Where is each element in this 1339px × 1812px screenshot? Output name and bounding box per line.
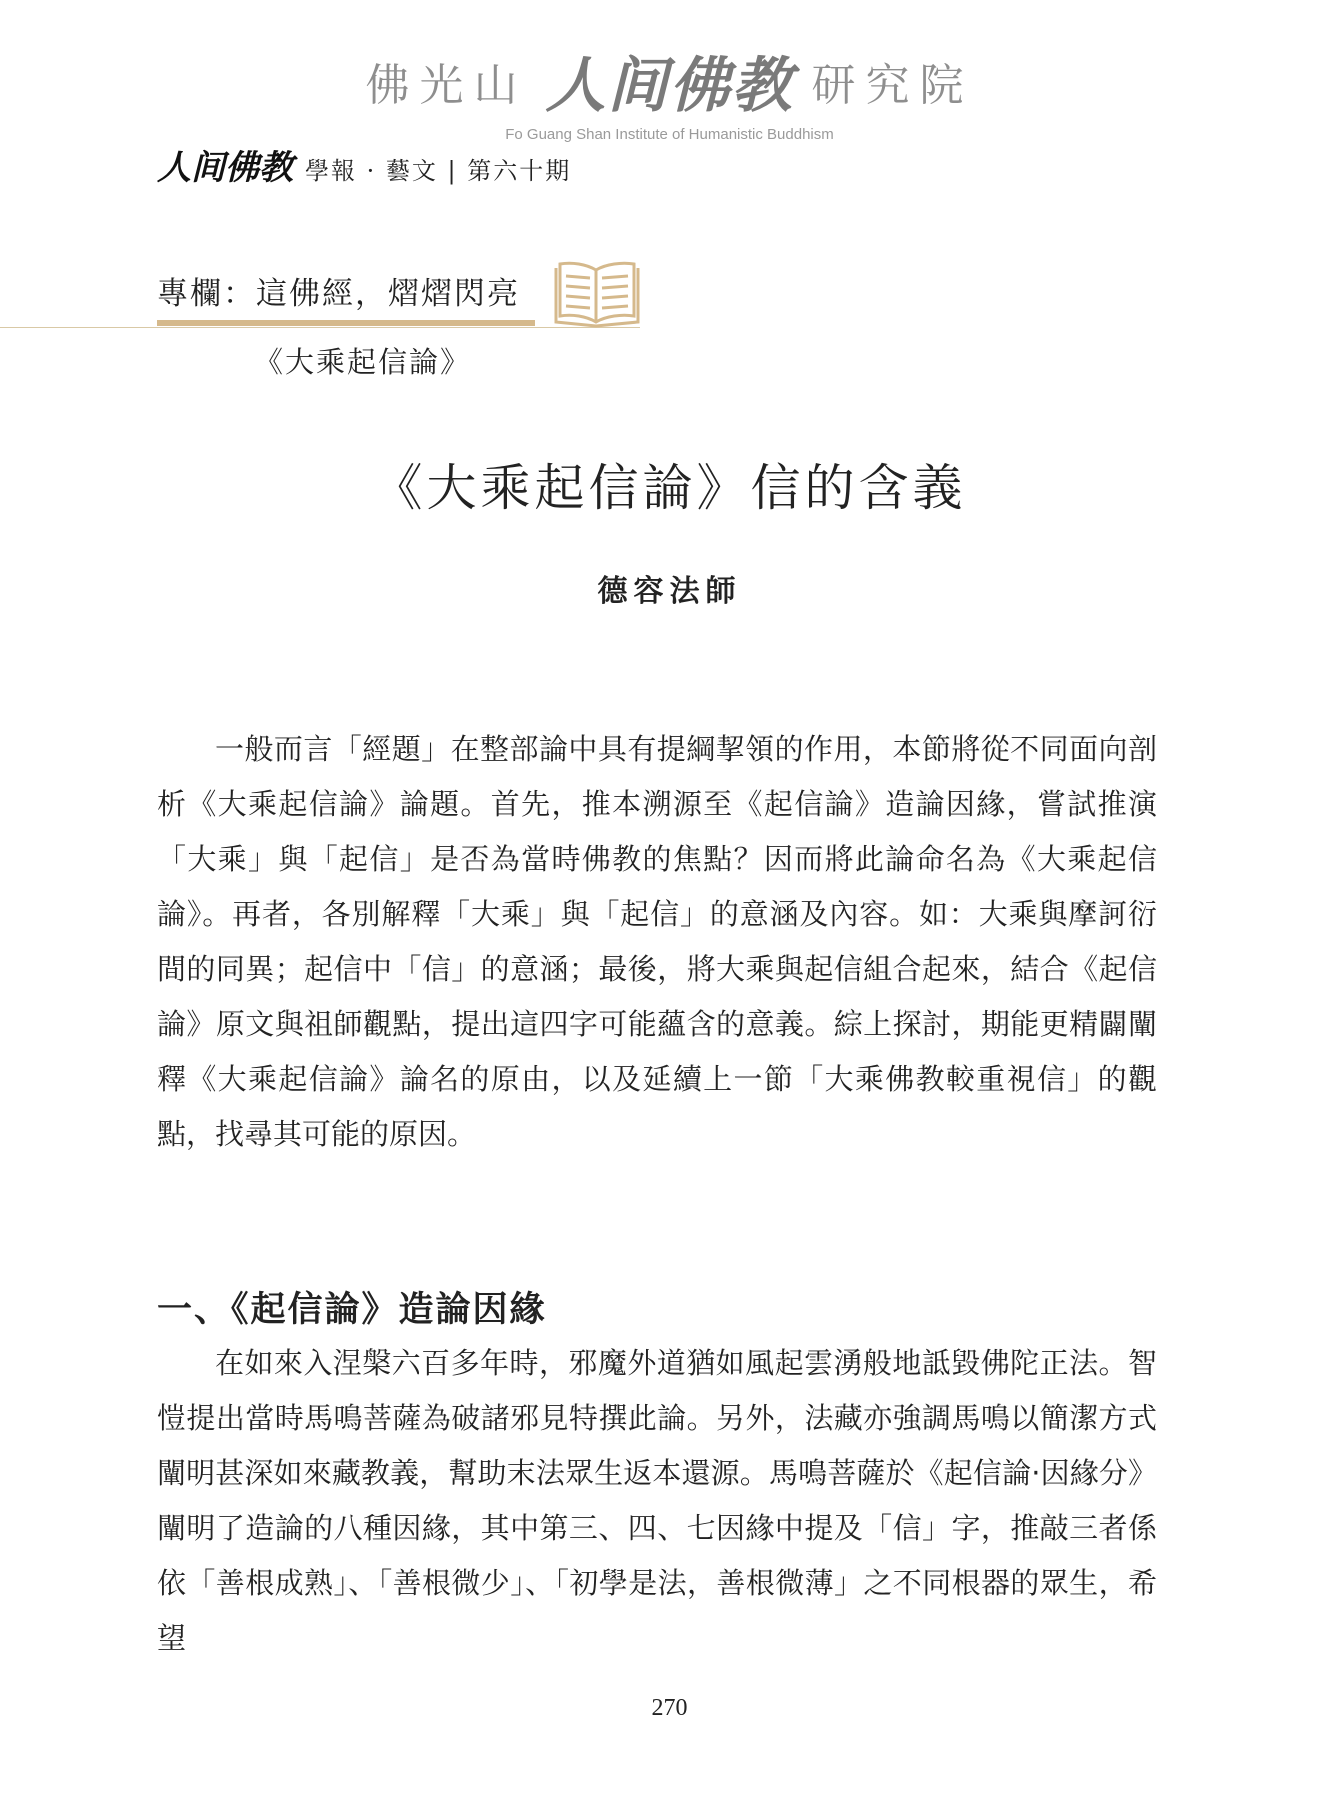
book-icon <box>552 258 642 330</box>
section-paragraph: 在如來入涅槃六百多年時，邪魔外道猶如風起雲湧般地詆毀佛陀正法。智愷提出當時馬鳴菩薩為破諸邪見特撰此論。另外，法藏亦強調馬鳴以簡潔方式闡明甚深如來藏教義，幫助末法眾生返本還源。馬鳴菩薩於《起信論·因緣分》闡明了造論的八種因緣，其中第三、四、七因緣中提及「信」字，推敲三者係依「善根成熟」、「善根微少」、「初學是法，善根微薄」之不同根器的眾生，希望 <box>157 1346 1157 1655</box>
column-subtitle: 《大乘起信論》 <box>254 345 472 379</box>
journal-brand-logo: 人间佛教 <box>157 148 293 188</box>
institute-name: 佛光山 <box>365 60 528 111</box>
journal-issue-info: 學報 · 藝文 | 第六十期 <box>305 157 572 185</box>
institute-title <box>366 38 974 124</box>
article-author: 德容法師 <box>597 574 742 609</box>
section-heading: 一、《起信論》造論因緣 <box>157 1289 547 1330</box>
column-divider <box>0 327 640 328</box>
intro-paragraph: 一般而言「經題」在整部論中具有提綱挈領的作用，本節將從不同面向剖析《大乘起信論》論題。首先，推本溯源至《起信論》造論因緣，嘗試推演「大乘」與「起信」是否為當時佛教的焦點？因而將此論命名為《大乘起信論》。再者，各別解釋「大乘」與「起信」的意涵及內容。如：大乘與摩訶衍間的同異；起信中「信」的意涵；最後，將大乘與起信組合起來，結合《起信論》原文與祖師觀點，提出這四字可能蘊含的意義。綜上探討，期能更精闢闡釋《大乘起信論》論名的原由，以及延續上一節「大乘佛教較重視信」的觀點，找尋其可能的原因。 <box>157 732 1157 1151</box>
page-number: 270 <box>651 1695 688 1721</box>
institute-english-name: Fo Guang Shan Institute of Humanistic Buddhism <box>505 126 834 143</box>
institute-header <box>0 38 1339 143</box>
institute-suffix: 研究院 <box>811 60 974 111</box>
institute-brand-logo: 人间佛教 <box>545 51 794 121</box>
column-label: 專欄：這佛經，熠熠閃亮 <box>157 276 520 312</box>
journal-running-head <box>157 140 571 189</box>
column-underline <box>157 320 535 326</box>
article-title: 《大乘起信論》信的含義 <box>372 459 967 517</box>
